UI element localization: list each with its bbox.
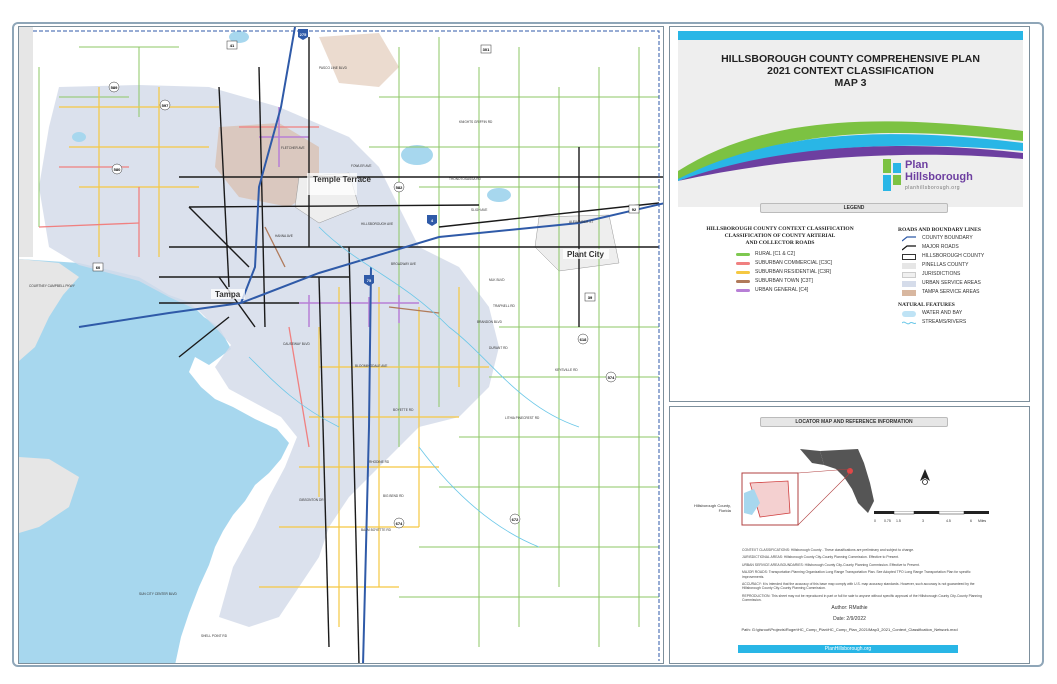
svg-text:THONOTOSASSA RD: THONOTOSASSA RD — [449, 177, 481, 181]
svg-text:HANNA AVE: HANNA AVE — [275, 234, 293, 238]
legend-item-jurisdictions: JURISDICTIONS — [896, 270, 1026, 279]
title-line-1: HILLSBOROUGH COUNTY COMPREHENSIVE PLAN — [721, 53, 980, 65]
pinellas-county-area — [19, 27, 33, 257]
svg-text:BIG BEND RD: BIG BEND RD — [383, 494, 404, 498]
route-shield — [606, 372, 616, 382]
legend-item-pinellas-county: PINELLAS COUNTY — [896, 261, 1026, 270]
roads-boundaries-legend — [896, 226, 1026, 327]
svg-text:LITHIA PINECREST RD: LITHIA PINECREST RD — [505, 416, 540, 420]
svg-text:CAUSEWAY BLVD: CAUSEWAY BLVD — [283, 342, 310, 346]
svg-text:BALM BOYETTE RD: BALM BOYETTE RD — [361, 528, 391, 532]
svg-text:674: 674 — [395, 521, 403, 526]
city-label: Plant City — [567, 250, 604, 259]
route-shield — [112, 164, 122, 174]
logo-word-2: Hillsborough — [905, 171, 973, 183]
route-shield — [109, 82, 119, 92]
legend-item-tampa-service-areas: TAMPA SERVICE AREAS — [896, 288, 1026, 297]
date-line: Date: 2/9/2022 — [833, 616, 866, 622]
map-title — [678, 53, 1023, 89]
legend-item-major-roads: MAJOR ROADS — [896, 243, 1026, 252]
note: REPRODUCTION: This sheet may not be reproduced in part or full for sale to anyone without specific approval of the Hillsborough County City-County Planning Commission. — [742, 593, 982, 603]
legend-item-county-boundary: COUNTY BOUNDARY — [896, 234, 1026, 243]
lake — [401, 145, 433, 165]
locator-reference-panel — [669, 406, 1030, 664]
svg-text:DURANT RD: DURANT RD — [489, 346, 508, 350]
legend-item-urban-service-areas: URBAN SERVICE AREAS — [896, 279, 1026, 288]
reference-notes — [742, 548, 992, 606]
logo-word-1: Plan — [905, 159, 929, 171]
svg-text:618: 618 — [579, 337, 587, 342]
legend-item-suburban-town: SUBURBAN TOWN [C3T] — [736, 277, 860, 286]
title-block — [678, 31, 1023, 207]
lake — [72, 132, 86, 142]
natural-legend-heading: NATURAL FEATURES — [898, 302, 955, 308]
svg-text:580: 580 — [113, 167, 121, 172]
route-shield — [394, 518, 404, 528]
legend-item-water-and-bay: WATER AND BAY — [896, 309, 1026, 318]
svg-text:KNIGHTS GRIFFIN RD: KNIGHTS GRIFFIN RD — [459, 120, 493, 124]
svg-text:SLIGH AVE: SLIGH AVE — [471, 208, 488, 212]
legend-header: LEGEND — [760, 203, 948, 213]
title-line-3: MAP 3 — [834, 77, 867, 89]
title-legend-panel — [669, 26, 1030, 402]
scale-bar: 0 0.75 1.5 3 4.5 6 Miles — [874, 511, 1004, 525]
city-label: Tampa — [215, 290, 241, 299]
svg-text:SHELL POINT RD: SHELL POINT RD — [201, 634, 228, 638]
svg-text:SUN CITY CENTER BLVD: SUN CITY CENTER BLVD — [139, 592, 177, 596]
svg-text:60: 60 — [95, 265, 101, 270]
route-shield — [227, 41, 237, 49]
svg-text:41: 41 — [229, 43, 235, 48]
svg-text:301: 301 — [482, 47, 490, 52]
plan-hillsborough-logo — [883, 157, 1013, 195]
svg-text:39: 39 — [587, 295, 593, 300]
florida-outline — [820, 449, 874, 513]
route-shield — [629, 205, 639, 213]
svg-text:75: 75 — [366, 278, 372, 283]
svg-text:672: 672 — [511, 517, 519, 522]
north-arrow-icon — [918, 469, 932, 485]
roads-legend-heading: ROADS AND BOUNDARY LINES — [898, 227, 981, 233]
svg-text:597: 597 — [161, 103, 169, 108]
route-shield — [510, 514, 520, 524]
note: JURISDICTIONAL AREAS: Hillsborough County City-County Planning Commission. Effective to Present. — [742, 555, 899, 560]
note: CONTEXT CLASSIFICATIONS: Hillsborough County - These classifications are preliminary and subject to change. — [742, 548, 915, 552]
author-line: Author: RMathie — [831, 605, 868, 611]
route-shield — [585, 293, 595, 301]
svg-text:BRANDON BLVD: BRANDON BLVD — [477, 320, 502, 324]
svg-text:574: 574 — [607, 375, 615, 380]
svg-text:275: 275 — [299, 32, 307, 37]
svg-text:BLOOMINGDALE AVE: BLOOMINGDALE AVE — [355, 364, 388, 368]
locator-header: LOCATOR MAP AND REFERENCE INFORMATION — [760, 417, 948, 427]
note: MAJOR ROADS: Transportation Planning Organization Long Range Transportation Plan. See Adopted TPO Long Range Transportation Plan for specific improvements. — [742, 570, 971, 579]
context-classification-legend — [700, 226, 860, 295]
svg-text:589: 589 — [110, 85, 118, 90]
svg-text:KEYSVILLE RD: KEYSVILLE RD — [555, 368, 578, 372]
route-shield — [578, 334, 588, 344]
svg-text:HILLSBOROUGH AVE: HILLSBOROUGH AVE — [361, 222, 394, 226]
logo-url: planhillsborough.org — [905, 185, 961, 191]
legend-item-suburban-commercial: SUBURBAN COMMERCIAL [C3C] — [736, 259, 860, 268]
route-shield — [160, 100, 170, 110]
svg-text:PASCO LINE BLVD: PASCO LINE BLVD — [319, 66, 347, 70]
map-canvas[interactable] — [19, 27, 664, 664]
route-shield — [93, 263, 103, 271]
main-map[interactable] — [18, 26, 664, 664]
svg-text:TRAPNELL RD: TRAPNELL RD — [493, 304, 515, 308]
svg-text:4: 4 — [430, 218, 434, 223]
context-legend-heading: HILLSBOROUGH COUNTY CONTEXT CLASSIFICATION CLASSIFICATION OF COUNTY ARTERIAL AND COLLECTOR ROADS — [706, 226, 854, 246]
legend-item-streams-rivers: STREAMS/RIVERS — [896, 318, 1026, 327]
svg-text:BROADWAY AVE: BROADWAY AVE — [391, 262, 417, 266]
legend-item-urban-general: URBAN GENERAL [C4] — [736, 286, 860, 295]
website-footer-link[interactable]: PlanHillsborough.org — [738, 645, 958, 653]
svg-text:BOYETTE RD: BOYETTE RD — [393, 408, 414, 412]
title-accent-bar — [678, 31, 1023, 40]
lake — [487, 188, 511, 202]
note: URBAN SERVICE AREA BOUNDARIES: Hillsborough County City-County Planning Commission. Effective to Present. — [742, 562, 920, 567]
svg-text:FLETCHER AVE: FLETCHER AVE — [281, 146, 305, 150]
route-shield — [481, 45, 491, 53]
legend-item-rural: RURAL [C1 & C2] — [736, 250, 860, 259]
svg-text:92: 92 — [631, 207, 637, 212]
legend-item-hillsborough-county: HILLSBOROUGH COUNTY — [896, 252, 1026, 261]
locator-county-label: Hillsborough County, Florida — [694, 503, 731, 513]
svg-text:GIBSONTON DR: GIBSONTON DR — [299, 498, 324, 502]
svg-text:ALEXANDER ST: ALEXANDER ST — [569, 220, 594, 224]
route-shield — [394, 182, 404, 192]
svg-text:COURTNEY CAMPBELL PKWY: COURTNEY CAMPBELL PKWY — [29, 284, 75, 288]
svg-text:FOWLER AVE: FOWLER AVE — [351, 164, 372, 168]
legend-item-suburban-residential: SUBURBAN RESIDENTIAL [C3R] — [736, 268, 860, 277]
svg-text:MLK BLVD: MLK BLVD — [489, 278, 505, 282]
svg-text:582: 582 — [395, 185, 403, 190]
svg-text:RHODINE RD: RHODINE RD — [369, 460, 390, 464]
city-label: Temple Terrace — [313, 175, 371, 184]
note: ACCURACY: It is intended that the accuracy of this base map comply with U.S. map accuracy standards. However, such accuracy is not guaranteed by the Hillsborough County City-County Planning Commission. — [742, 582, 975, 591]
title-line-2: 2021 CONTEXT CLASSIFICATION — [767, 65, 934, 77]
file-path-line: Path: G:\gisroot\Projects\Roger\HC_Comp_Plan\HC_Comp_Plan_2021\Map3_2021_Context_Classification_Network.mxd — [741, 627, 958, 632]
